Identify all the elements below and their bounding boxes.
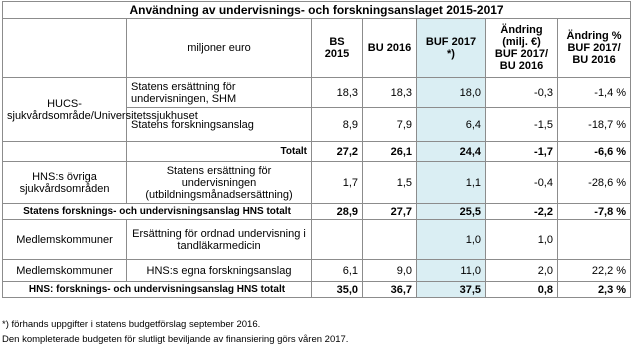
cell-change: -0,4	[486, 162, 558, 204]
cell-bu2016: 36,7	[363, 282, 417, 298]
budget-table	[2, 1, 631, 298]
row-item: Statens forskningsanslag	[127, 108, 312, 142]
cell-buf2017: 24,4	[417, 142, 486, 162]
cell-change: -2,2	[486, 204, 558, 220]
header-change-eur: Ändring (milj. €) BUF 2017/ BU 2016	[486, 19, 558, 78]
cell-buf2017: 18,0	[417, 78, 486, 108]
cell-bs2015: 1,7	[312, 162, 363, 204]
cell-buf2017: 1,0	[417, 220, 486, 260]
cell-buf2017: 1,1	[417, 162, 486, 204]
header-buf2017: BUF 2017 *)	[417, 19, 486, 78]
cell-change: -1,5	[486, 108, 558, 142]
header-row	[3, 19, 631, 78]
cell-change: 1,0	[486, 220, 558, 260]
cell-pct: 22,2 %	[558, 260, 631, 282]
row-item-total: Totalt	[127, 142, 312, 162]
cell-bs2015: 18,3	[312, 78, 363, 108]
row-item: Statens ersättning för undervisningen, SHM	[127, 78, 312, 108]
header-empty-cell	[3, 19, 127, 78]
cell-bs2015: 28,9	[312, 204, 363, 220]
cell-bu2016: 26,1	[363, 142, 417, 162]
cell-change: 0,8	[486, 282, 558, 298]
cell-pct: -6,6 %	[558, 142, 631, 162]
cell-bu2016: 18,3	[363, 78, 417, 108]
footnotes	[2, 317, 348, 347]
cell-change: 2,0	[486, 260, 558, 282]
row-item: Ersättning för ordnad undervisning i tandläkarmedicin	[127, 220, 312, 260]
table-row-subtotal	[3, 204, 631, 220]
cell-change: -1,7	[486, 142, 558, 162]
row-org-hucs: HUCS-sjukvårdsområde/Universitetssjukhuset	[3, 78, 127, 142]
cell-bu2016: 1,5	[363, 162, 417, 204]
cell-bu2016: 9,0	[363, 260, 417, 282]
header-bs2015: BS 2015	[312, 19, 363, 78]
table-row	[3, 220, 631, 260]
cell-pct: -7,8 %	[558, 204, 631, 220]
header-change-pct: Ändring % BUF 2017/ BU 2016	[558, 19, 631, 78]
row-org-hns-total: Statens forsknings- och undervisningsanslag HNS totalt	[3, 204, 312, 220]
row-item: Statens ersättning för undervisningen (utbildningsmånadsersättning)	[127, 162, 312, 204]
table-title-row	[3, 2, 631, 19]
cell-bs2015: 8,9	[312, 108, 363, 142]
cell-pct	[558, 220, 631, 260]
cell-pct: 2,3 %	[558, 282, 631, 298]
table-row	[3, 260, 631, 282]
cell-pct: -1,4 %	[558, 78, 631, 108]
table-title: Användning av undervisnings- och forskningsanslaget 2015-2017	[3, 2, 631, 19]
cell-bu2016	[363, 220, 417, 260]
table-row	[3, 162, 631, 204]
row-item: HNS:s egna forskningsanslag	[127, 260, 312, 282]
cell-bs2015: 35,0	[312, 282, 363, 298]
empty-cell	[3, 142, 127, 162]
header-unit: miljoner euro	[127, 19, 312, 78]
cell-bs2015: 6,1	[312, 260, 363, 282]
footnote: *) förhands uppgifter i statens budgetförslag september 2016.	[2, 319, 261, 330]
cell-buf2017: 11,0	[417, 260, 486, 282]
cell-buf2017: 6,4	[417, 108, 486, 142]
table-row-total	[3, 142, 631, 162]
cell-pct: -28,6 %	[558, 162, 631, 204]
row-org-grand-total: HNS: forsknings- och undervisningsanslag HNS totalt	[3, 282, 312, 298]
row-org-medlem: Medlemskommuner	[3, 220, 127, 260]
cell-pct: -18,7 %	[558, 108, 631, 142]
cell-bs2015	[312, 220, 363, 260]
table-row	[3, 78, 631, 108]
footnote: Den kompleterade budgeten för slutligt beviljande av finansiering görs våren 2017.	[2, 334, 349, 345]
cell-buf2017: 37,5	[417, 282, 486, 298]
row-org-hns-ovriga: HNS:s övriga sjukvårdsområden	[3, 162, 127, 204]
cell-bu2016: 27,7	[363, 204, 417, 220]
cell-buf2017: 25,5	[417, 204, 486, 220]
table-row-grand-total	[3, 282, 631, 298]
header-bu2016: BU 2016	[363, 19, 417, 78]
cell-bs2015: 27,2	[312, 142, 363, 162]
cell-bu2016: 7,9	[363, 108, 417, 142]
row-org-medlem: Medlemskommuner	[3, 260, 127, 282]
cell-change: -0,3	[486, 78, 558, 108]
